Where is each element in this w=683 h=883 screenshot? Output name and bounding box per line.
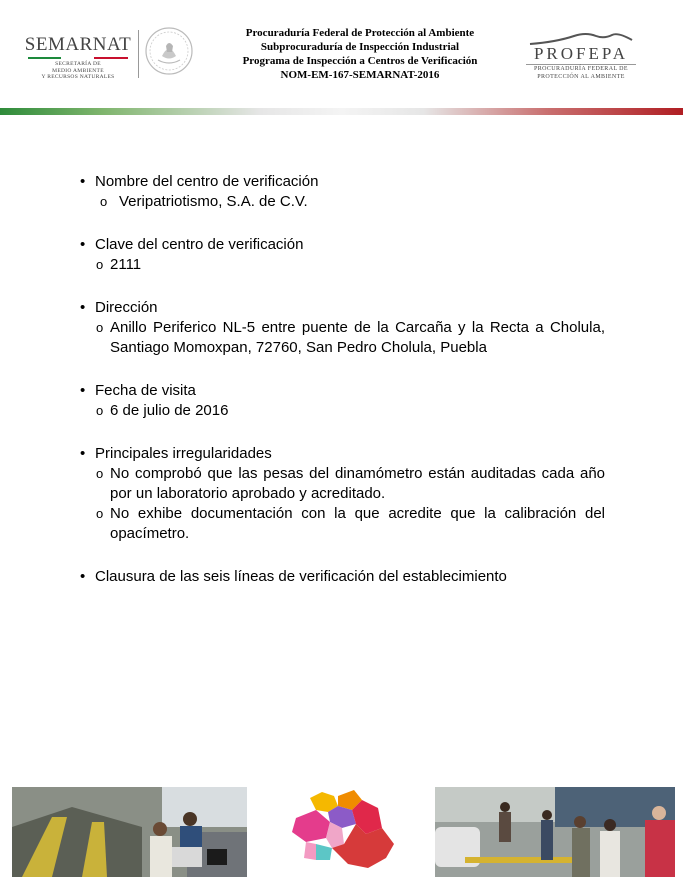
sub-item — [95, 192, 605, 212]
profepa-logo — [520, 30, 642, 80]
item-label: Dirección — [95, 299, 158, 316]
sub-item-text: 2111 — [110, 256, 142, 273]
bullet-icon: • — [80, 173, 86, 190]
circle-bullet-icon: o — [96, 320, 104, 335]
header-title-block — [205, 26, 515, 82]
sub-item-text: Anillo Periferico NL-5 entre puente de la Carcaña y la Recta a Cholula, Santiago Momoxpan, 72760, San Pedro Cholula, Puebla — [110, 319, 605, 356]
logo-divider — [138, 30, 139, 78]
sub-item — [95, 318, 605, 358]
bullet-icon: • — [80, 299, 86, 316]
semarnat-subtitle-3: Y RECURSOS NATURALES — [41, 74, 115, 80]
inspection-photo-left — [12, 787, 247, 877]
sub-item — [95, 464, 605, 504]
profepa-rule — [526, 64, 636, 65]
sub-item-text: No comprobó que las pesas del dinamómetro están auditadas cada año por un laboratorio aprobado y acreditado. — [110, 465, 605, 502]
verification-summary — [80, 172, 605, 610]
bullet-icon: • — [80, 445, 86, 462]
circle-bullet-icon: o — [100, 194, 108, 209]
item-label: Clausura de las seis líneas de verificación del establecimiento — [95, 568, 507, 585]
list-item-clave — [80, 235, 605, 275]
state-map-icon — [282, 788, 407, 878]
profepa-subtitle-2: PROTECCIÓN AL AMBIENTE — [537, 73, 625, 80]
bullet-icon: • — [80, 236, 86, 253]
item-label: Fecha de visita — [95, 382, 196, 399]
semarnat-logo — [22, 34, 134, 81]
circle-bullet-icon: o — [96, 466, 104, 481]
circle-bullet-icon: o — [96, 257, 104, 272]
national-seal-icon — [144, 26, 194, 76]
list-item-nombre — [80, 172, 605, 212]
sub-item — [95, 401, 605, 421]
semarnat-subtitle-1: SECRETARÍA DE — [55, 61, 101, 67]
sub-item-text: 6 de julio de 2016 — [110, 402, 229, 419]
circle-bullet-icon: o — [96, 506, 104, 521]
sub-item-text: No exhibe documentación con la que acredite que la calibración del opacímetro. — [110, 505, 605, 542]
semarnat-logo-name: SEMARNAT — [24, 34, 132, 55]
sub-item — [95, 504, 605, 544]
sub-item-text: Veripatriotismo, S.A. de C.V. — [119, 193, 308, 210]
list-item-irregularidades — [80, 444, 605, 544]
sub-item — [95, 255, 605, 275]
list-item-direccion — [80, 298, 605, 358]
header-title-line-1: Procuraduría Federal de Protección al Ambiente — [245, 27, 475, 39]
semarnat-subtitle-2: MEDIO AMBIENTE — [52, 67, 104, 74]
header-title-line-4: NOM-EM-167-SEMARNAT-2016 — [280, 69, 440, 81]
header-title-line-3: Programa de Inspección a Centros de Verificación — [242, 55, 478, 67]
list-item-fecha — [80, 381, 605, 421]
header-color-band — [0, 108, 683, 115]
header-title-line-2: Subprocuraduría de Inspección Industrial — [260, 41, 460, 53]
item-label: Clave del centro de verificación — [95, 236, 304, 253]
profepa-logo-name: PROFEPA — [533, 44, 629, 63]
flag-stripe — [28, 57, 128, 59]
page-header — [0, 0, 683, 120]
item-label: Nombre del centro de verificación — [95, 173, 319, 190]
circle-bullet-icon: o — [96, 403, 104, 418]
item-label: Principales irregularidades — [95, 445, 272, 462]
profepa-subtitle-1: PROCURADURÍA FEDERAL DE — [534, 66, 628, 72]
bullet-icon: • — [80, 568, 86, 585]
inspection-photo-right — [435, 787, 675, 877]
bullet-icon: • — [80, 382, 86, 399]
list-item-clausura — [80, 567, 605, 587]
